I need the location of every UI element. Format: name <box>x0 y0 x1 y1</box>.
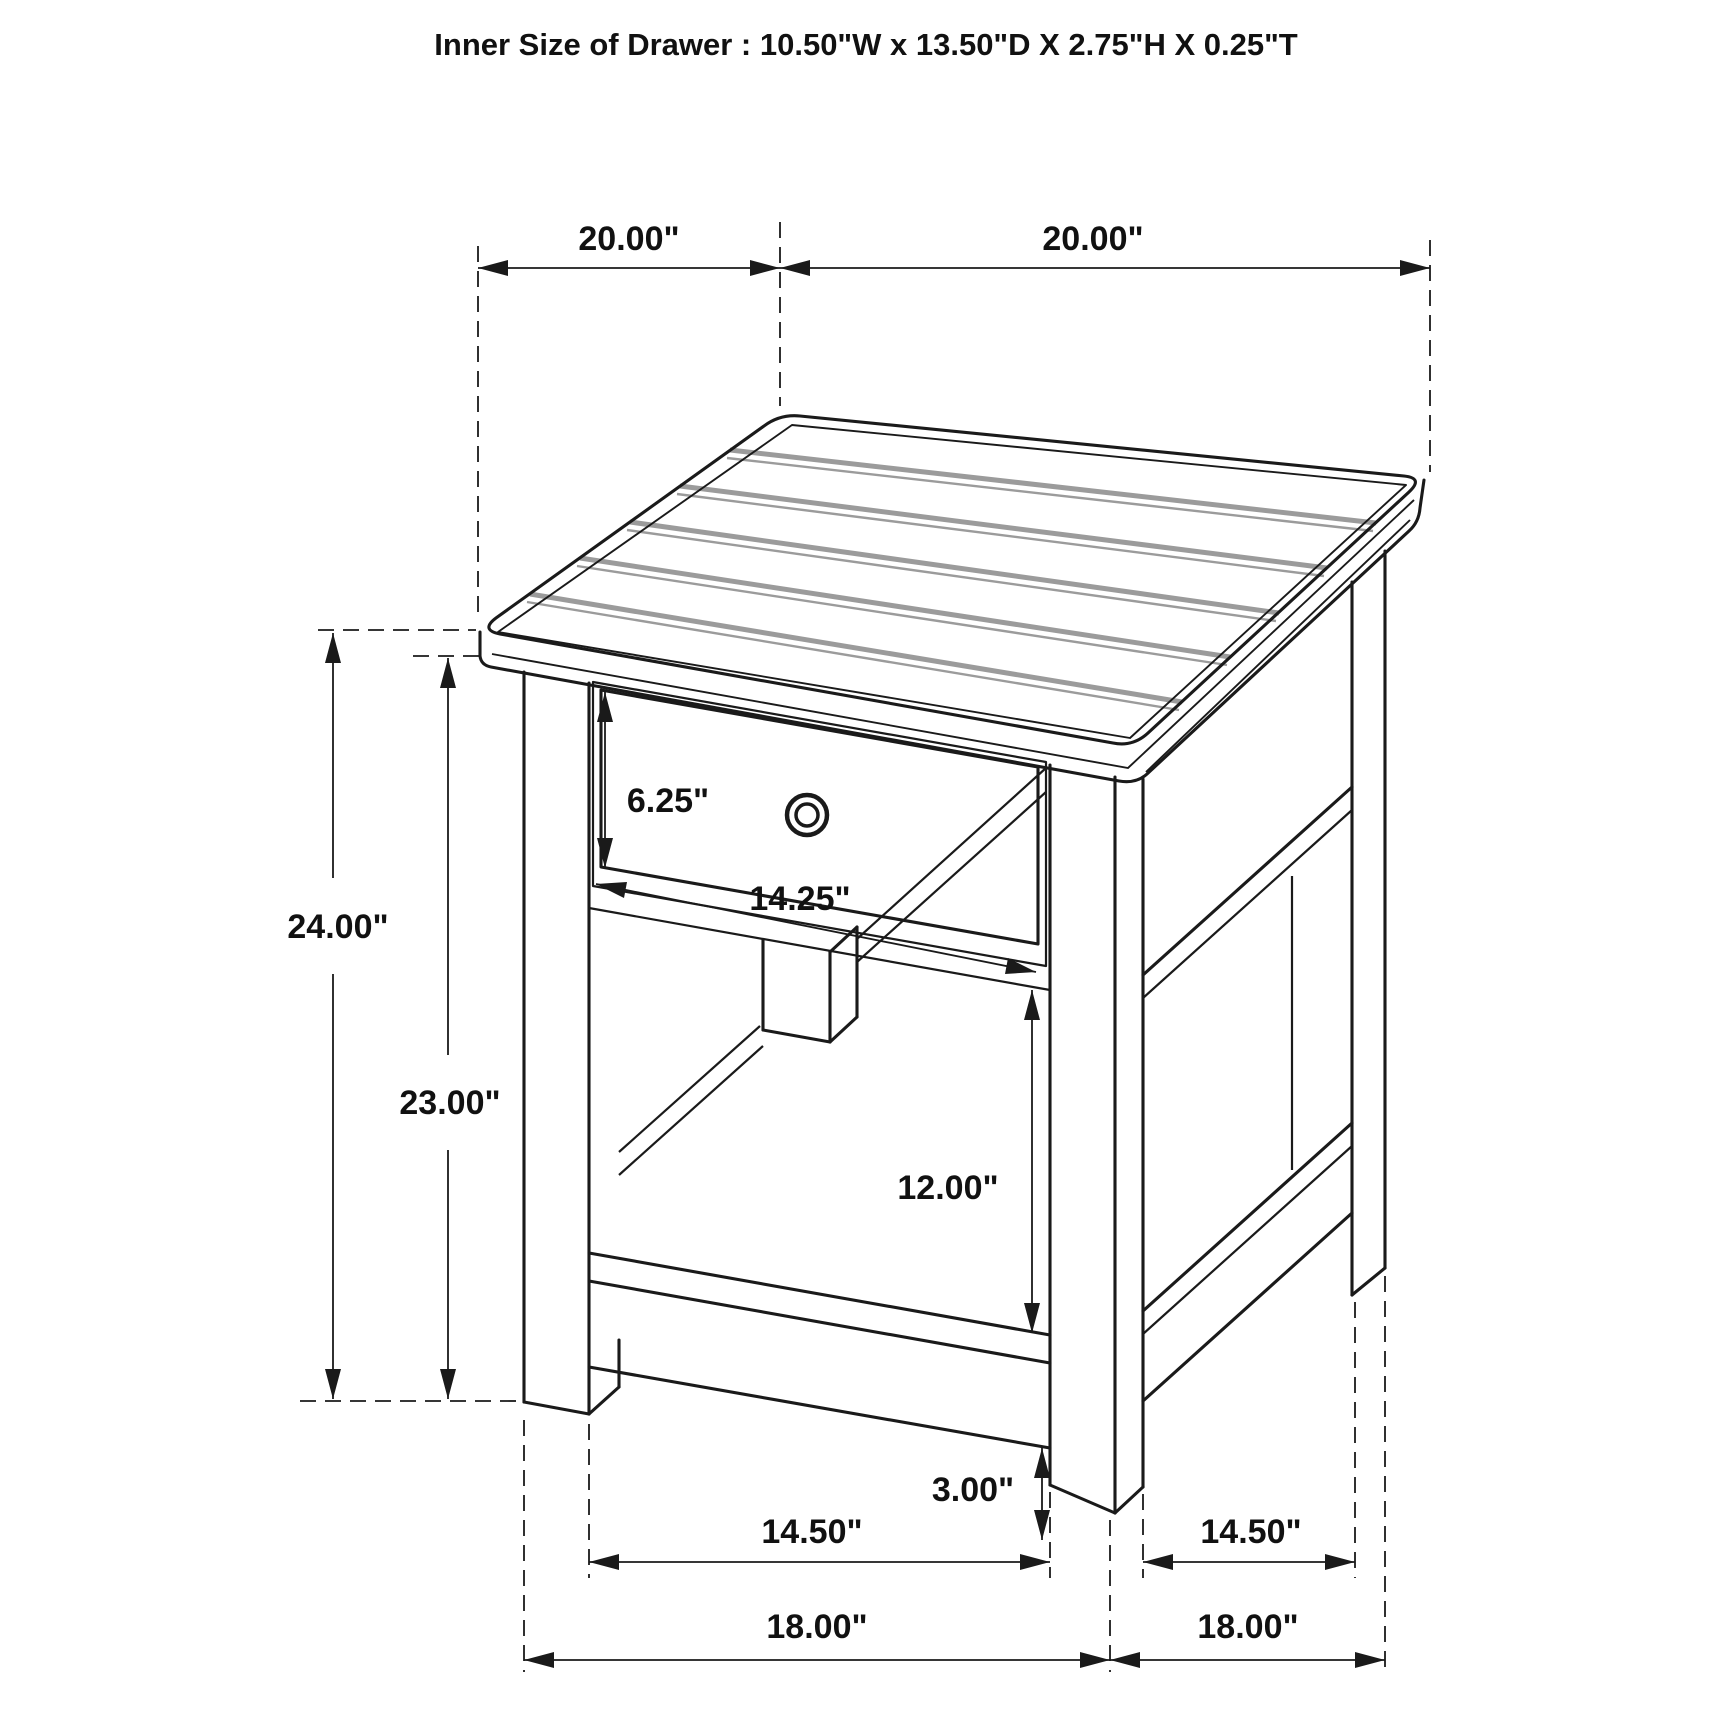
dim-overall-height: 24.00" <box>287 908 389 946</box>
tabletop-edge-roundover <box>498 425 1406 738</box>
dim-front-inner-width: 14.50" <box>761 1513 863 1551</box>
tabletop-groove-lines <box>527 450 1376 710</box>
extension-lines <box>300 222 1430 1672</box>
dim-top-left-width: 20.00" <box>578 220 680 258</box>
lower-shelf-front <box>589 1253 1050 1448</box>
tabletop-slab-chamfer <box>492 500 1414 768</box>
dim-side-inner-width: 14.50" <box>1200 1513 1302 1551</box>
tabletop <box>480 416 1424 782</box>
center-support-block <box>763 927 857 1042</box>
knob-outer-icon <box>787 795 827 835</box>
back-right-leg <box>1352 551 1385 1295</box>
dim-underside-height: 23.00" <box>399 1084 501 1122</box>
drawer-assembly <box>589 682 1050 990</box>
front-right-leg <box>1050 765 1143 1513</box>
front-rail-bottom-edge <box>589 908 1050 990</box>
dim-open-compartment-height: 12.00" <box>897 1169 999 1207</box>
dim-drawer-opening-width: 14.25" <box>749 880 851 918</box>
knob-inner-icon <box>796 804 818 826</box>
dim-top-right-width: 20.00" <box>1042 220 1144 258</box>
dimension-labels <box>287 220 1301 1646</box>
compartment-interior <box>619 768 1046 1175</box>
dim-bottom-clearance: 3.00" <box>931 1471 1015 1509</box>
dim-front-overall-width: 18.00" <box>766 1608 868 1646</box>
dim-drawer-face-height: 6.25" <box>626 782 710 820</box>
dim-side-overall-width: 18.00" <box>1197 1608 1299 1646</box>
drawing-title: Inner Size of Drawer : 10.50"W x 13.50"D X 2.75"H X 0.25"T <box>434 27 1298 62</box>
side-panel-bottom-edge <box>1143 787 1352 975</box>
drawer-opening-frame <box>593 682 1046 966</box>
side-shelf-top-edge <box>1143 1123 1352 1311</box>
